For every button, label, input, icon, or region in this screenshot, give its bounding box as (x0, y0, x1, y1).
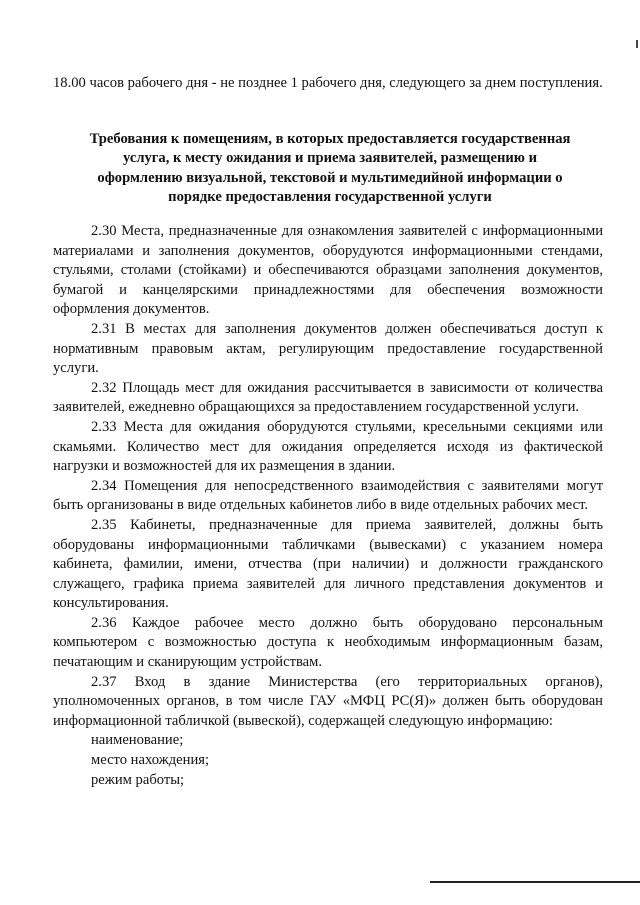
paragraph-2-36: 2.36 Каждое рабочее место должно быть оборудовано персональным компьютером с возможностью доступа к необходимым информационным базам, печатающим и сканирующим устройствам. (53, 614, 603, 671)
paragraph-2-32: 2.32 Площадь мест для ожидания рассчитывается в зависимости от количества заявителей, ежедневно обращающихся за предоставлением государственной услуги. (53, 379, 603, 416)
bottom-edge-line (430, 881, 640, 883)
intro-block (53, 74, 603, 94)
intro-paragraph: 18.00 часов рабочего дня - не позднее 1 рабочего дня, следующего за днем поступления. (53, 75, 603, 91)
list-item: место нахождения; (91, 752, 210, 769)
paragraph-2-33: 2.33 Места для ожидания оборудуются стульями, кресельными секциями или скамьями. Количество мест для ожидания определяется исходя из фактической нагрузки и возможностей для их размещения в здании. (53, 418, 603, 475)
paragraph-2-34: 2.34 Помещения для непосредственного взаимодействия с заявителями могут быть организованы в виде отдельных кабинетов либо в виде отдельных рабочих мест. (53, 477, 603, 514)
main-text (53, 222, 603, 790)
info-list (53, 731, 603, 790)
section-heading: Требования к помещениям, в которых предоставляется государственная услуга, к месту ожидания и приема заявителей, размещению и оформлению визуальной, текстовой и мультимедийной информации о порядке предоставления государственной услуги (89, 131, 571, 206)
paragraph-2-31: 2.31 В местах для заполнения документов должен обеспечиваться доступ к нормативным правовым актам, регулирующим предоставление государственной услуги. (53, 320, 603, 377)
list-item: наименование; (91, 732, 184, 749)
paragraph-2-30: 2.30 Места, предназначенные для ознакомления заявителей с информационными материалами и заполнения документов, оборудуются информационными стендами, стульями, столами (стойками) и обеспечиваются образцами заполнения документов, бумагой и канцелярскими принадлежностями для обеспечения возможности оформления документов. (53, 223, 603, 318)
paragraph-2-37: 2.37 Вход в здание Министерства (его территориальных органов), уполномоченных органов, в том числе ГАУ «МФЦ РС(Я)» должен быть оборудован информационной табличкой (вывеской), содержащей следующую информацию: (53, 673, 603, 729)
list-item: режим работы; (91, 771, 185, 788)
paragraph-2-35: 2.35 Кабинеты, предназначенные для приема заявителей, должны быть оборудованы информационными табличками (вывесками) с указанием номера кабинета, фамилии, имени, отчества (при наличии) и должности гражданского служащего, графика приема заявителей для личного представления документов и консультирования. (53, 516, 603, 612)
scan-edge-mark (636, 40, 638, 48)
